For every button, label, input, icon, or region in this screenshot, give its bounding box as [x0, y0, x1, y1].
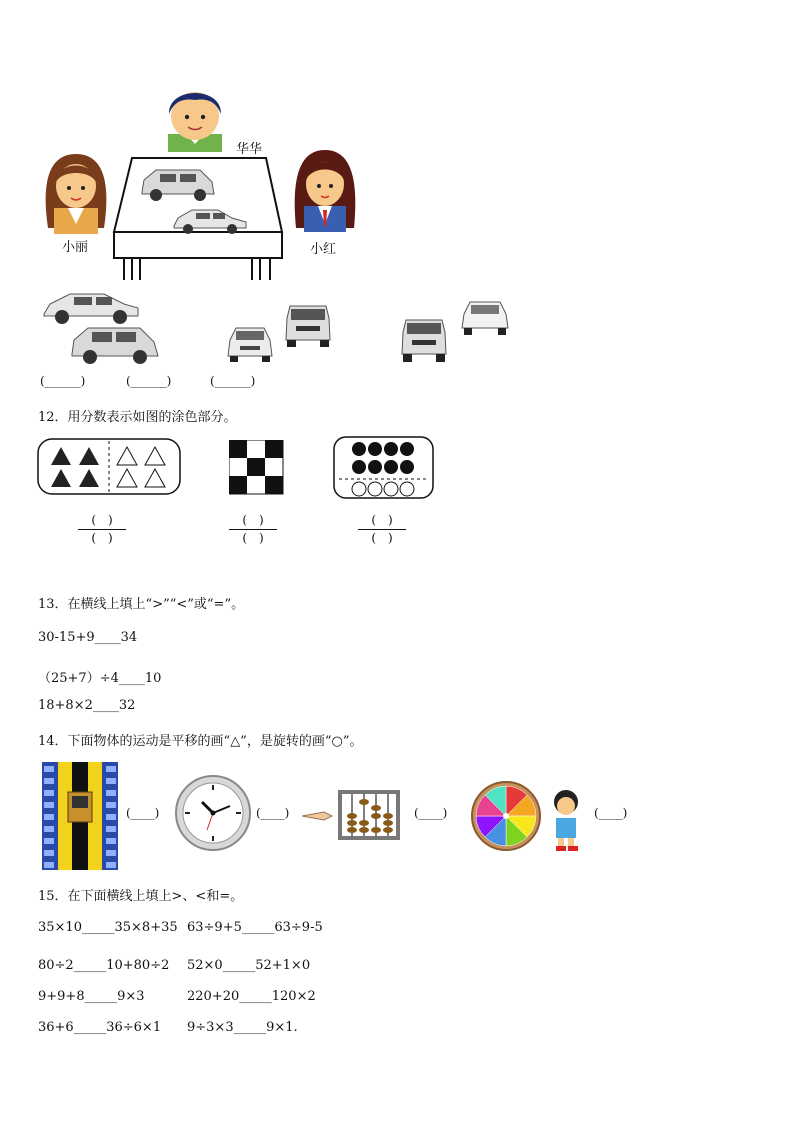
suv-icon	[68, 324, 162, 366]
expression-left: 63÷9+5	[187, 920, 242, 935]
suv-icon	[138, 166, 218, 204]
q15-item-1a	[38, 920, 178, 935]
answer-blank[interactable]: _____	[241, 920, 275, 935]
name-huahua: 华华	[236, 142, 263, 157]
expression-right: 120×2	[271, 989, 316, 1004]
answer-blank[interactable]: _____	[73, 1020, 107, 1035]
answer-blank[interactable]: _____	[239, 989, 272, 1004]
car-icon	[40, 288, 142, 326]
fraction-answer-3[interactable]	[356, 512, 408, 547]
answer-blank[interactable]: _____	[81, 920, 115, 935]
car-icon	[458, 296, 512, 338]
suv-icon	[282, 302, 334, 348]
q14-title: 14．下面物体的运动是平移的画“△”，是旋转的画“○”。	[38, 734, 363, 749]
expression-left: 35×10	[38, 920, 82, 935]
q15-item-2a	[38, 958, 169, 973]
expression-left: 9÷3×3	[187, 1020, 234, 1035]
answer-blank[interactable]: _____	[222, 958, 256, 973]
answer-blank[interactable]: ____	[118, 671, 145, 686]
expression-left: 30-15+9	[38, 630, 95, 645]
numerator[interactable]: ( )	[242, 513, 264, 527]
answer-blank[interactable]: _____	[84, 989, 118, 1004]
answer-blank-1[interactable]: (______)	[40, 374, 86, 388]
expression-right: 63÷9-5	[274, 920, 323, 935]
q13-title: 13．在横线上填上“>”“<”或“=”。	[38, 597, 245, 612]
girl-icon	[292, 146, 358, 232]
q15-item-3b	[187, 989, 316, 1004]
expression-left: （25+7）÷4	[38, 671, 119, 686]
q13-item-1	[38, 630, 137, 645]
expression-right: 52+1×0	[255, 958, 311, 973]
boy-icon	[160, 82, 230, 152]
expression-right: 35×8+35	[114, 920, 178, 935]
answer-blank[interactable]: ____	[94, 630, 121, 645]
circles-figure	[333, 436, 435, 500]
expression-left: 52×0	[187, 958, 223, 973]
triangles-figure	[37, 438, 183, 496]
answer-blank-clock[interactable]: (____)	[256, 806, 290, 820]
clock-icon	[174, 774, 252, 852]
abacus-icon	[302, 786, 406, 844]
expression-right: 32	[118, 698, 136, 713]
elevator-icon	[42, 762, 118, 870]
answer-blank-2[interactable]: (______)	[126, 374, 172, 388]
answer-blank[interactable]: _____	[73, 958, 107, 973]
wheel-icon	[470, 780, 590, 852]
q15-item-3a	[38, 989, 145, 1004]
q13-item-3	[38, 698, 135, 713]
expression-left: 9+9+8	[38, 989, 85, 1004]
expression-left: 220+20	[187, 989, 240, 1004]
q15-item-1b	[187, 920, 323, 935]
expression-right: 36÷6×1	[106, 1020, 162, 1035]
answer-blank-wheel[interactable]: (____)	[594, 806, 628, 820]
q15-title: 15．在下面横线上填上>、<和=。	[38, 889, 244, 904]
answer-blank[interactable]: _____	[233, 1020, 267, 1035]
denominator[interactable]: ( )	[371, 531, 393, 545]
car-icon	[224, 322, 276, 364]
fraction-answer-1[interactable]	[76, 512, 128, 547]
q12-title: 12．用分数表示如图的涂色部分。	[38, 410, 237, 425]
answer-blank-3[interactable]: (______)	[210, 374, 256, 388]
expression-right: 9×3	[117, 989, 145, 1004]
numerator[interactable]: ( )	[91, 513, 113, 527]
answer-blank-elevator[interactable]: (____)	[126, 806, 160, 820]
fraction-answer-2[interactable]	[227, 512, 279, 547]
name-xiaohong: 小红	[310, 242, 337, 257]
name-xiaoli: 小丽	[62, 240, 89, 255]
car-icon	[170, 204, 250, 236]
expression-right: 10+80÷2	[106, 958, 170, 973]
expression-left: 36+6	[38, 1020, 74, 1035]
denominator[interactable]: ( )	[242, 531, 264, 545]
q13-item-2	[38, 667, 161, 686]
q15-item-4a	[38, 1020, 161, 1035]
numerator[interactable]: ( )	[371, 513, 393, 527]
expression-right: 34	[120, 630, 138, 645]
expression-right: 10	[144, 671, 162, 686]
suv-icon	[398, 316, 450, 364]
answer-blank[interactable]: ____	[92, 698, 119, 713]
expression-left: 18+8×2	[38, 698, 93, 713]
denominator[interactable]: ( )	[91, 531, 113, 545]
expression-right: 9×1.	[266, 1020, 298, 1035]
girl-icon	[40, 148, 112, 234]
checkerboard-figure	[229, 440, 285, 496]
q15-item-2b	[187, 958, 310, 973]
expression-left: 80÷2	[38, 958, 74, 973]
answer-blank-abacus[interactable]: (____)	[414, 806, 448, 820]
q15-item-4b	[187, 1020, 298, 1035]
